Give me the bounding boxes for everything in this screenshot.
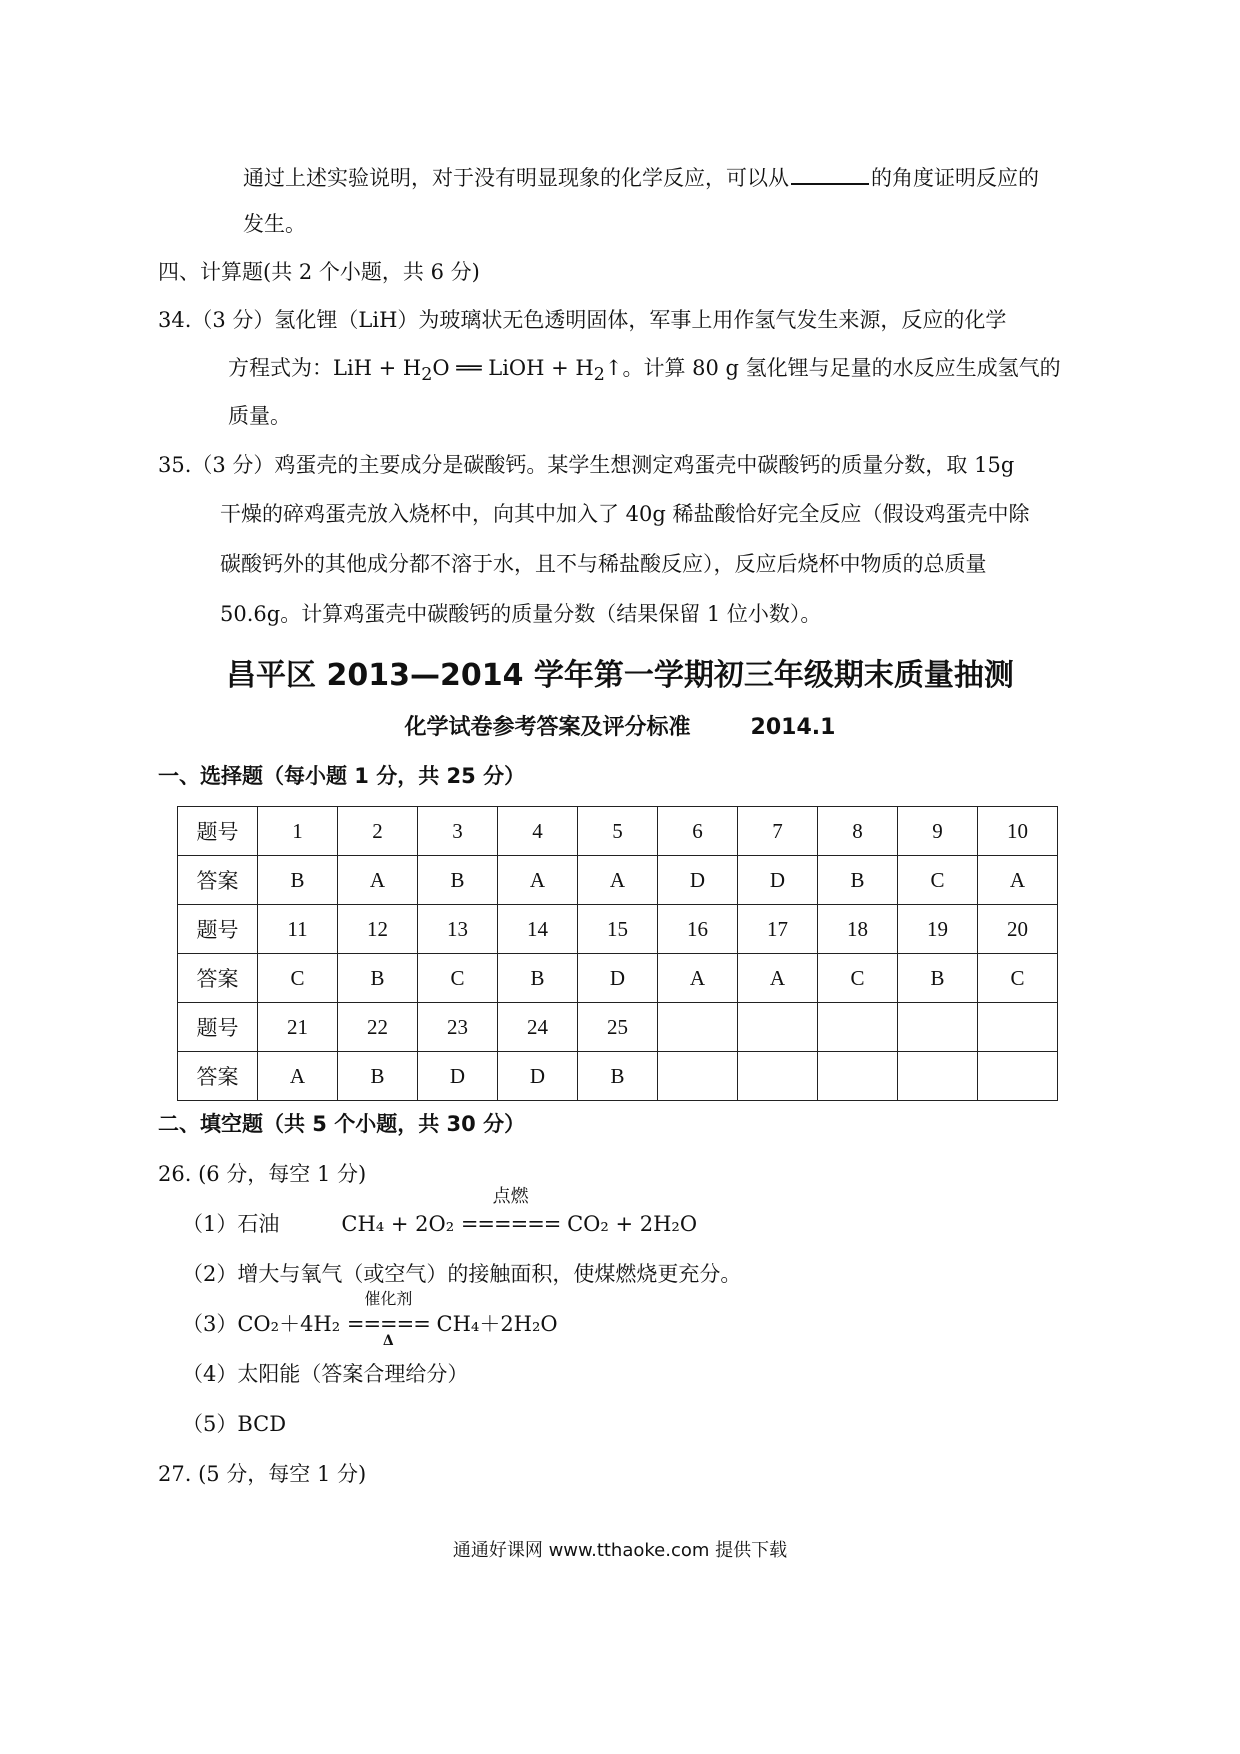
table-cell: B [418, 856, 498, 905]
table-cell: A [338, 856, 418, 905]
intro-line-2: 发生。 [243, 212, 306, 236]
answer-key-title: 昌平区 2013—2014 学年第一学期初三年级期末质量抽测 [226, 658, 1014, 693]
table-cell: B [258, 856, 338, 905]
table-cell: 20 [978, 905, 1058, 954]
table-cell [898, 1052, 978, 1101]
table-cell: C [898, 856, 978, 905]
table-row [178, 1052, 1058, 1101]
q34-eq-a: 方程式为：LiH + H [228, 356, 422, 380]
table-cell [978, 1052, 1058, 1101]
table-cell: 12 [338, 905, 418, 954]
table-cell: 3 [418, 807, 498, 856]
section4-title: 四、计算题(共 2 个小题，共 6 分) [158, 260, 480, 284]
table-cell [738, 1003, 818, 1052]
table-row-header: 答案 [178, 1052, 258, 1101]
q34-sub-1: 2 [421, 365, 433, 386]
q26-answer-3 [182, 1289, 558, 1349]
table-row [178, 807, 1058, 856]
table-cell: D [578, 954, 658, 1003]
table-row-header: 题号 [178, 807, 258, 856]
q26-head: 26. (6 分，每空 1 分) [158, 1162, 367, 1186]
table-cell [818, 1003, 898, 1052]
table-cell: 7 [738, 807, 818, 856]
table-cell: 17 [738, 905, 818, 954]
table-cell: 15 [578, 905, 658, 954]
table-cell: 13 [418, 905, 498, 954]
table-cell: A [658, 954, 738, 1003]
table-cell: D [498, 1052, 578, 1101]
table-cell [658, 1003, 738, 1052]
section1-title: 一、选择题（每小题 1 分，共 25 分） [158, 764, 526, 788]
q26-a3-heat: Δ [382, 1333, 394, 1349]
table-cell: C [258, 954, 338, 1003]
table-row [178, 905, 1058, 954]
table-row [178, 954, 1058, 1003]
table-cell: 8 [818, 807, 898, 856]
q26-a1-eq-left: CH₄ + 2O₂ [341, 1212, 455, 1236]
multiple-choice-answer-table [177, 806, 1058, 1101]
q26-answer-2: （2）增大与氧气（或空气）的接触面积，使煤燃烧更充分。 [182, 1262, 742, 1286]
table-cell: B [498, 954, 578, 1003]
q26-a1-condition: 点燃 [492, 1186, 529, 1207]
table-cell: 11 [258, 905, 338, 954]
table-cell: B [338, 954, 418, 1003]
q34-eq-b: O ══ LiOH + H [432, 356, 594, 380]
table-cell [658, 1052, 738, 1101]
table-cell: 25 [578, 1003, 658, 1052]
q34-line-1: 34.（3 分）氢化锂（LiH）为玻璃状无色透明固体，军事上用作氢气发生来源，反应的化学 [158, 308, 1007, 332]
table-cell [898, 1003, 978, 1052]
table-cell: C [418, 954, 498, 1003]
table-cell: 22 [338, 1003, 418, 1052]
q26-a3-equals: ===== [346, 1312, 430, 1336]
q34-eq-c: ↑。计算 80 g 氢化锂与足量的水反应生成氢气的 [604, 356, 1061, 380]
table-cell: 14 [498, 905, 578, 954]
table-cell: 9 [898, 807, 978, 856]
table-cell: B [578, 1052, 658, 1101]
table-cell: A [498, 856, 578, 905]
table-cell: 19 [898, 905, 978, 954]
q35-line-4: 50.6g。计算鸡蛋壳中碳酸钙的质量分数（结果保留 1 位小数）。 [220, 602, 822, 626]
table-cell: B [338, 1052, 418, 1101]
table-cell: A [578, 856, 658, 905]
table-row-header: 题号 [178, 1003, 258, 1052]
table-cell: C [818, 954, 898, 1003]
q26-a1-eq-right: CO₂ + 2H₂O [567, 1212, 698, 1236]
table-row [178, 856, 1058, 905]
answer-key-subtitle-row [0, 713, 1240, 743]
q34-line-2 [228, 354, 1061, 389]
table-cell: 24 [498, 1003, 578, 1052]
page-footer: 通通好课网 www.tthaoke.com 提供下载 [452, 1540, 788, 1561]
table-cell: A [738, 954, 818, 1003]
q26-answer-1 [182, 1186, 698, 1238]
answer-blank [791, 163, 869, 185]
table-cell: 21 [258, 1003, 338, 1052]
table-cell: C [978, 954, 1058, 1003]
section2-title: 二、填空题（共 5 个小题，共 30 分） [158, 1112, 526, 1136]
intro-text-a: 通过上述实验说明，对于没有明显现象的化学反应，可以从 [243, 166, 789, 190]
q34-line-3: 质量。 [228, 404, 291, 428]
table-cell [978, 1003, 1058, 1052]
intro-line-1 [243, 163, 1039, 192]
table-cell: B [818, 856, 898, 905]
table-row-header: 题号 [178, 905, 258, 954]
table-cell: 6 [658, 807, 738, 856]
intro-text-b: 的角度证明反应的 [871, 166, 1039, 190]
table-row-header: 答案 [178, 856, 258, 905]
table-row [178, 1003, 1058, 1052]
table-cell: 10 [978, 807, 1058, 856]
table-cell [738, 1052, 818, 1101]
q35-line-2: 干燥的碎鸡蛋壳放入烧杯中，向其中加入了 40g 稀盐酸恰好完全反应（假设鸡蛋壳中除 [220, 502, 1030, 526]
q26-a3-left: （3）CO₂＋4H₂ [182, 1312, 341, 1336]
q26-answer-5: （5）BCD [182, 1412, 287, 1436]
q26-a3-catalyst: 催化剂 [364, 1289, 413, 1308]
q35-line-1: 35.（3 分）鸡蛋壳的主要成分是碳酸钙。某学生想测定鸡蛋壳中碳酸钙的质量分数，取 15g [158, 453, 1015, 477]
table-cell: 23 [418, 1003, 498, 1052]
table-cell: 18 [818, 905, 898, 954]
q26-a3-reaction-sign [346, 1289, 430, 1349]
table-cell: 4 [498, 807, 578, 856]
table-cell: D [418, 1052, 498, 1101]
table-cell: A [258, 1052, 338, 1101]
q26-a1-equals: ====== [460, 1212, 561, 1236]
table-row-header: 答案 [178, 954, 258, 1003]
table-cell: 2 [338, 807, 418, 856]
q26-a1-label: （1）石油 [182, 1212, 280, 1236]
q26-answer-4: （4）太阳能（答案合理给分） [182, 1362, 469, 1386]
table-cell: A [978, 856, 1058, 905]
table-cell [818, 1052, 898, 1101]
answer-key-date: 2014.1 [750, 715, 836, 740]
q27-head: 27. (5 分，每空 1 分) [158, 1462, 367, 1486]
table-cell: B [898, 954, 978, 1003]
q35-line-3: 碳酸钙外的其他成分都不溶于水，且不与稀盐酸反应），反应后烧杯中物质的总质量 [220, 552, 987, 576]
table-cell: D [738, 856, 818, 905]
q34-sub-2: 2 [593, 365, 605, 386]
answer-key-subtitle: 化学试卷参考答案及评分标准 [404, 715, 691, 740]
table-cell: 5 [578, 807, 658, 856]
table-cell: 1 [258, 807, 338, 856]
q26-a1-reaction-sign [460, 1186, 561, 1238]
table-cell: 16 [658, 905, 738, 954]
table-cell: D [658, 856, 738, 905]
q26-a3-right: CH₄＋2H₂O [436, 1312, 558, 1336]
